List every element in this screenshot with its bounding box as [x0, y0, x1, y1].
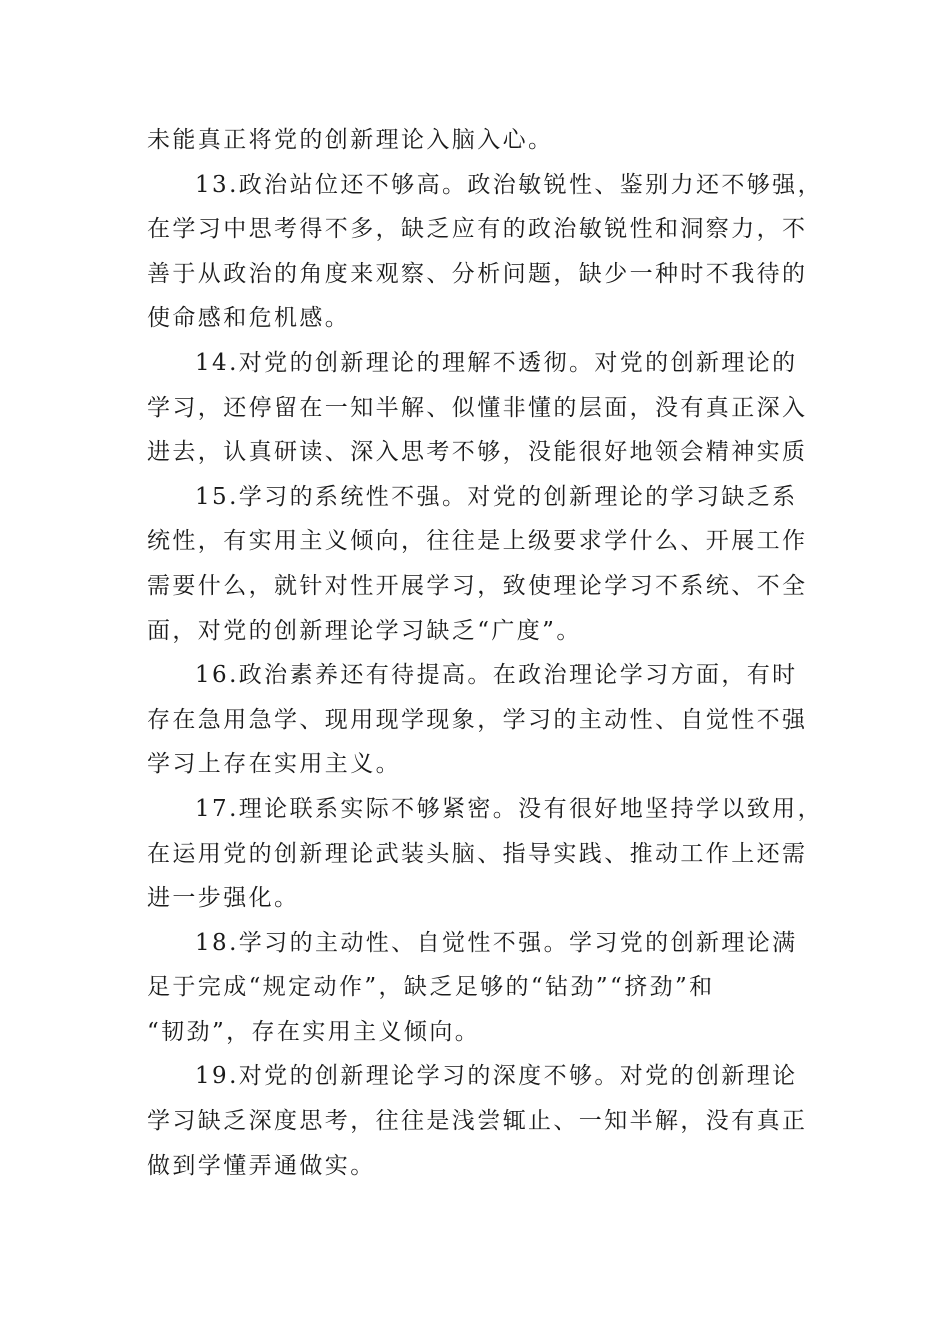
text-line: 足于完成“规定动作”，缺乏足够的“钻劲”“挤劲”和: [147, 974, 715, 1001]
text-line: 17.理论联系实际不够紧密。没有很好地坚持学以致用，: [195, 795, 823, 822]
numbered-paragraph: [147, 1054, 817, 1188]
text-line: 15.学习的系统性不强。对党的创新理论的学习缺乏系: [195, 483, 798, 510]
text-line: 面，对党的创新理论学习缺乏“广度”。: [147, 617, 582, 644]
document-body: [147, 118, 823, 1188]
text-line: 19.对党的创新理论学习的深度不够。对党的创新理论: [195, 1063, 798, 1090]
text-line: 学习上存在实用主义。: [147, 751, 401, 778]
paragraph-list: [147, 163, 823, 1189]
text-line: 做到学懂弄通做实。: [147, 1152, 376, 1179]
text-line: 善于从政治的角度来观察、分析问题，缺少一种时不我待的: [147, 260, 808, 287]
text-line: 18.学习的主动性、自觉性不强。学习党的创新理论满: [195, 929, 798, 956]
numbered-paragraph: [147, 341, 817, 475]
text-line: 在学习中思考得不多，缺乏应有的政治敏锐性和洞察力，不: [147, 216, 808, 243]
intro-paragraph: [147, 118, 817, 163]
text-line: 进去，认真研读、深入思考不够，没能很好地领会精神实质: [147, 439, 808, 466]
text-line: 未能真正将党的创新理论入脑入心。: [147, 127, 554, 153]
numbered-paragraph: [147, 163, 823, 341]
text-line: 存在急用急学、现用现学现象，学习的主动性、自觉性不强: [147, 706, 808, 733]
text-line: 学习缺乏深度思考，往往是浅尝辄止、一知半解，没有真正: [147, 1108, 808, 1135]
text-line: 14.对党的创新理论的理解不透彻。对党的创新理论的: [195, 349, 798, 376]
numbered-paragraph: [147, 787, 823, 921]
text-line: 学习，还停留在一知半解、似懂非懂的层面，没有真正深入: [147, 394, 808, 421]
text-line: 需要什么，就针对性开展学习，致使理论学习不系统、不全: [147, 572, 808, 599]
text-line: 在运用党的创新理论武装头脑、指导实践、推动工作上还需: [147, 840, 808, 867]
text-line: 使命感和危机感。: [147, 305, 351, 332]
numbered-paragraph: [147, 653, 817, 787]
text-line: “韧劲”，存在实用主义倾向。: [147, 1018, 481, 1045]
numbered-paragraph: [147, 475, 817, 653]
numbered-paragraph: [147, 921, 817, 1055]
text-line: 进一步强化。: [147, 885, 300, 912]
text-line: 13.政治站位还不够高。政治敏锐性、鉴别力还不够强，: [195, 171, 823, 198]
text-line: 统性，有实用主义倾向，往往是上级要求学什么、开展工作: [147, 528, 808, 555]
text-line: 16.政治素养还有待提高。在政治理论学习方面，有时: [195, 662, 798, 689]
